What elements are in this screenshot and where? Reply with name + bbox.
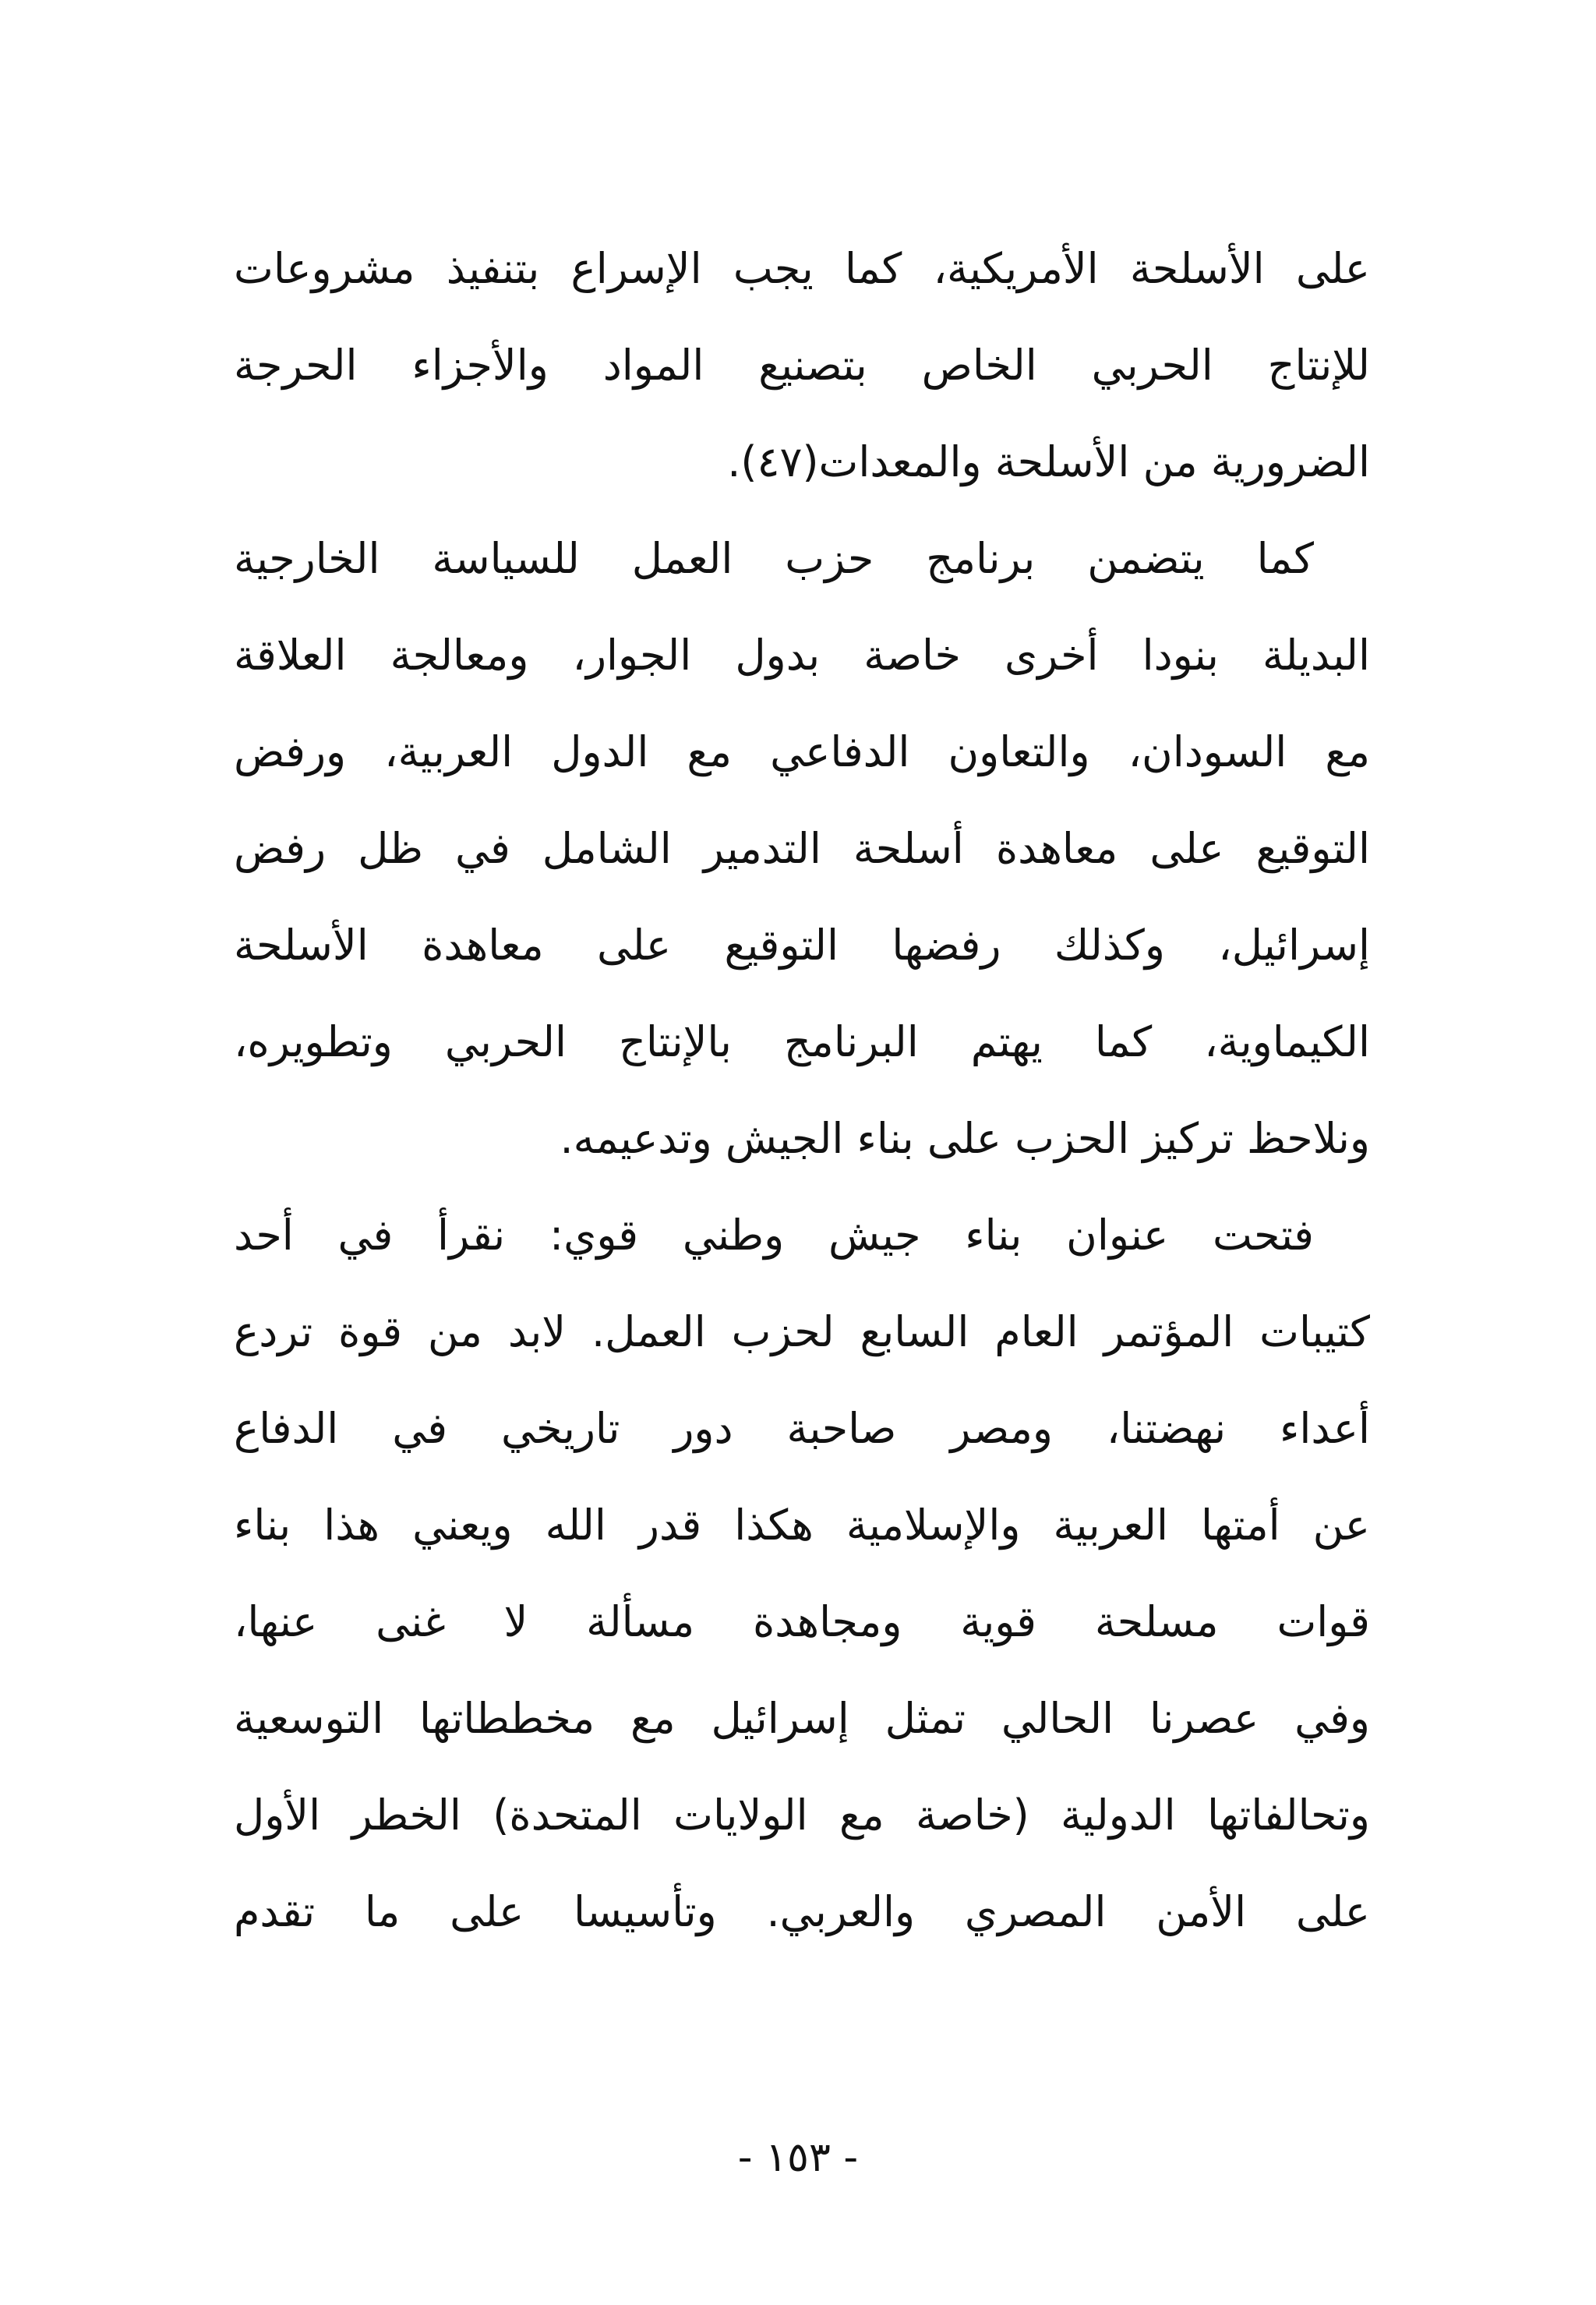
body-text [234,221,1370,1960]
text-line: فتحت عنوان بناء جيش وطني قوي: نقرأ في أحد [234,1211,1314,1260]
text-line: وتحالفاتها الدولية (خاصة مع الولايات المتحدة) الخطر الأول [234,1791,1370,1840]
text-line: عن أمتها العربية والإسلامية هكذا قدر الله ويعني هذا بناء [234,1501,1370,1550]
text-line: أعداء نهضتنا، ومصر صاحبة دور تاريخي في الدفاع [234,1404,1370,1453]
text-line: وفي عصرنا الحالي تمثل إسرائيل مع مخططاتها التوسعية [234,1694,1370,1743]
text-line: إسرائيل، وكذلك رفضها التوقيع على معاهدة الأسلحة [234,921,1370,970]
text-line: الضرورية من الأسلحة والمعدات(٤٧). [727,437,1370,486]
text-line: مع السودان، والتعاون الدفاعي مع الدول العربية، ورفض [234,727,1370,776]
text-line: التوقيع على معاهدة أسلحة التدمير الشامل في ظل رفض [234,824,1370,873]
text-line: كتيبات المؤتمر العام السابع لحزب العمل. لابد من قوة تردع [234,1307,1370,1356]
text-line: ونلاحظ تركيز الحزب على بناء الجيش وتدعيمه. [560,1114,1370,1163]
text-line: للإنتاج الحربي الخاص بتصنيع المواد والأجزاء الحرجة [234,341,1370,390]
text-line: كما يتضمن برنامج حزب العمل للسياسة الخارجية [234,534,1314,583]
text-line: البديلة بنودا أخرى خاصة بدول الجوار، ومعالجة العلاقة [234,631,1370,680]
page-number: - ١٥٣ - [737,2134,859,2181]
text-line: على الأمن المصري والعربي. وتأسيسا على ما تقدم [234,1887,1370,1936]
text-line: على الأسلحة الأمريكية، كما يجب الإسراع بتنفيذ مشروعات [234,244,1370,293]
text-line: الكيماوية، كما يهتم البرنامج بالإنتاج الحربي وتطويره، [234,1017,1370,1066]
text-line: قوات مسلحة قوية ومجاهدة مسألة لا غنى عنها، [234,1597,1370,1646]
